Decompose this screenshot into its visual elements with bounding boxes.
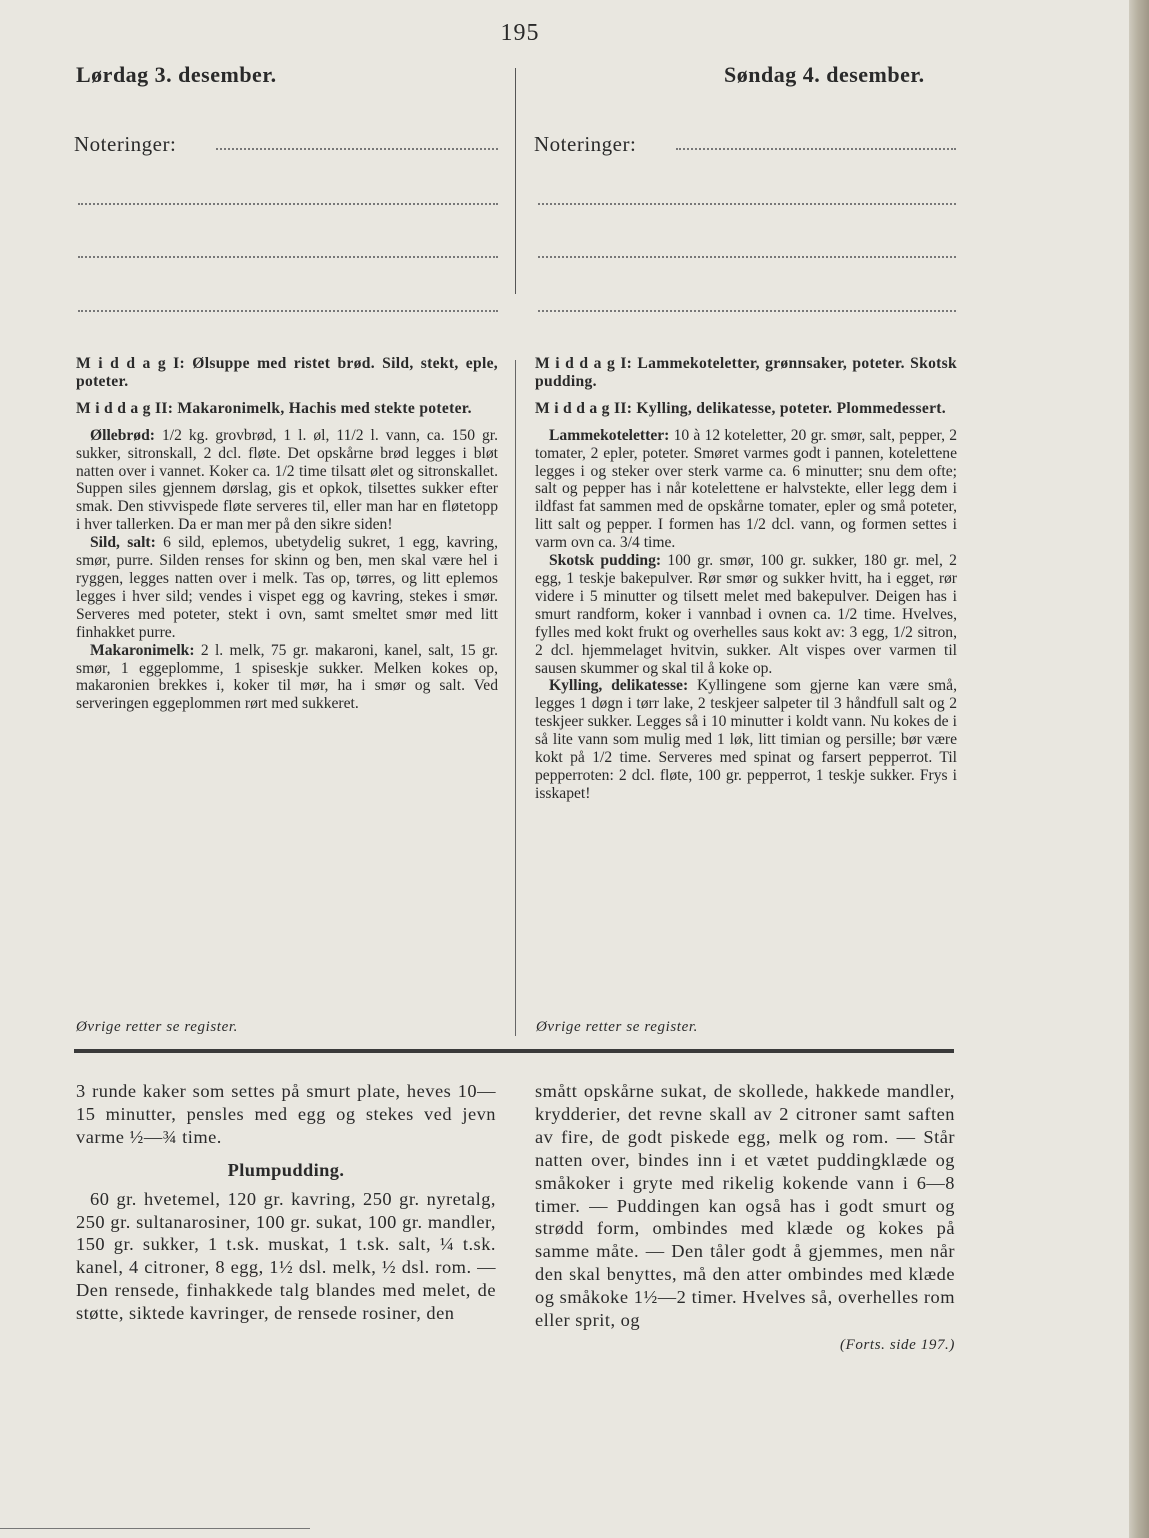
bottom-paragraph: 3 runde kaker som settes på smurt plate, heves 10—15 minutter, pensles med egg og stekes ved jevn varme ½—¾ time. — [76, 1081, 496, 1147]
left-recipe-column — [76, 355, 498, 713]
menu-dinner-2: M i d d a g II: Makaronimelk, Hachis med stekte poteter. — [76, 399, 472, 417]
recipe-name: Lammekoteletter: — [549, 426, 670, 444]
recipe-name: Øllebrød: — [90, 426, 155, 444]
menu-dinner-2: M i d d a g II: Kylling, delikatesse, poteter. Plommedessert. — [535, 399, 946, 417]
bottom-paragraph: 60 gr. hvetemel, 120 gr. kavring, 250 gr. nyretalg, 250 gr. sultanarosiner, 100 gr. sukat, 100 gr. mandler, 150 gr. sukker, 1 t.sk. muskat, 1 t.sk. salt, ¼ t.sk. kanel, 4 citroner, 8 egg, 1½ dsl. melk, ½ dsl. rom. — Den rensede, finhakkede talg blandes med melet, de støtte, siktede kavringer, de rensede rosiner, den — [76, 1188, 496, 1324]
notes-dotline-left — [78, 256, 498, 258]
ovrige-retter-right: Øvrige retter se register. — [536, 1019, 698, 1035]
recipe-ollebrod — [76, 427, 498, 534]
recipe-text: 100 gr. smør, 100 gr. sukker, 180 gr. mel, 2 egg, 1 teskje bakepulver. Rør smør og sukker hvitt, ha i egget, rør videre i 5 minutter og tilsett melet med bakepulver. Deigen has i smurt randform, koker i vannbad i ovnen ca. 1/2 time. Hvelves, fylles med kokt frukt og overhelles saus kokt av: 3 egg, 1/2 sitron, 2 dcl. hjemmelaget hvitvin, sukker. Alt vispes over varmen til sausen skummer og skal til å koke op. — [535, 552, 957, 677]
recipe-text: 6 sild, eplemos, ubetydelig sukret, 1 egg, kavring, smør, purre. Silden renses for skinn og ben, men skal være hel i ryggen, legges natten over i melk. Tas op, tørres, og litt eplemos legges i hver sild; vendes i vispet egg og kavring, stekes i smør. Serveres med poteter, stekt i ovn, samt smeltet smør med litt finhakket purre. — [76, 534, 498, 641]
notes-dotline-left — [78, 203, 498, 205]
column-divider-top — [515, 68, 516, 294]
notes-label-left: Noteringer: — [74, 132, 177, 156]
recipe-name: Kylling, delikatesse: — [549, 677, 689, 695]
bottom-paragraph: smått opskårne sukat, de skollede, hakkede mandler, krydderier, det revne skall av 2 citroner samt saften av fire, de godt piskede egg, melk og rom. — Står natten over, bindes inn i et vætet puddingklæde og småkoker i gryte med rikelig kokende vann i 6—8 timer. — Puddingen kan også has i godt smurt og strødd form, ombindes med klæde og kokes på samme måte. — Den tåler godt å gjemmes, men når den skal benyttes, må den atter ombindes med klæde og småkoke 1½—2 timer. Hvelves så, overhelles rom eller sprit, og — [535, 1081, 955, 1331]
notes-dotline-right — [676, 148, 956, 150]
recipe-kylling-delikatesse — [535, 677, 957, 802]
recipe-name: Makaronimelk: — [90, 641, 195, 659]
recipe-makaronimelk — [76, 642, 498, 714]
page-edge — [1129, 0, 1149, 1538]
bottom-left-column — [76, 1080, 496, 1325]
menu-dinner-1: M i d d a g I: Lammekoteletter, grønnsaker, poteter. Skotsk pudding. — [535, 355, 957, 390]
recipe-name: Sild, salt: — [90, 534, 156, 552]
notes-dotline-right — [538, 310, 956, 312]
plumpudding-heading: Plumpudding. — [227, 1159, 345, 1180]
column-divider-bottom — [515, 360, 516, 1036]
notes-dotline-left — [78, 310, 498, 312]
notes-dotline-left — [216, 148, 498, 150]
recipe-text: 1/2 kg. grovbrød, 1 l. øl, 11/2 l. vann, ca. 150 gr. sukker, sitronskall, 2 dcl. fløte. Det opskårne brød legges i bløt natten over i vannet. Koker ca. 1/2 time tilsatt ølet og sitronskallet. Suppen siles gjennem dørslag, gis et opkok, tilsettes sukker efter smak. Den stivvispede fløte serveres til, eller man har en fløtetopp i hver tallerken. Da er man mer på den sikre siden! — [76, 426, 498, 534]
day-title-sunday: Søndag 4. desember. — [724, 62, 925, 87]
notes-dotline-right — [538, 203, 956, 205]
recipe-name: Skotsk pudding: — [549, 552, 662, 570]
recipe-text: 10 à 12 koteletter, 20 gr. smør, salt, pepper, 2 tomater, 2 epler, poteter. Smøret varmes godt i pannen, kotelettene legges i og steker over sterk varme ca. 6 minutter; snu dem ofte; salt og pepper has i når kotelettene er halvstekte, eller legg dem i ildfast fat sammen med de opskårne tomater, epler og små poteter, litt salt og pepper. I formen has 1/2 dcl. vann, og formen settes i varm ovn ca. 3/4 time. — [535, 426, 957, 552]
page-number: 195 — [500, 20, 540, 46]
recipe-text: 2 l. melk, 75 gr. makaroni, kanel, salt, 15 gr. smør, 1 eggeplomme, 1 spiseskje sukker. Melken kokes op, makaronien brekkes i, koker til mør, ha i smør og salt. Ved serveringen eggeplommen rørt med sukkeret. — [76, 641, 498, 713]
ovrige-retter-left: Øvrige retter se register. — [76, 1019, 238, 1035]
menu-dinner-1: M i d d a g I: Ølsuppe med ristet brød. Sild, stekt, eple, poteter. — [76, 355, 498, 390]
horizontal-rule — [74, 1049, 954, 1053]
footer-rule — [0, 1528, 310, 1529]
continuation-note: (Forts. side 197.) — [840, 1336, 955, 1353]
recipe-skotsk-pudding — [535, 552, 957, 677]
day-title-saturday: Lørdag 3. desember. — [76, 62, 277, 87]
recipe-lammekoteletter — [535, 427, 957, 552]
recipe-sild-salt — [76, 534, 498, 641]
recipe-text: Kyllingene som gjerne kan være små, legges 1 døgn i tørr lake, 2 teskjeer salpeter til 3 håndfull salt og 2 teskjeer sukker. Legges så i 10 minutter i koldt vann. Nu kokes de i så lite vann som mulig med 1 løk, litt timian og persille; bør være kokt på 1/2 time. Serveres med spinat og farsert pepperrot. Til pepperroten: 2 dcl. fløte, 100 gr. pepperrot, 1 teskje sukker. Frys i isskapet! — [535, 677, 957, 802]
bottom-right-column — [535, 1080, 955, 1357]
right-recipe-column — [535, 355, 957, 803]
notes-dotline-right — [538, 256, 956, 258]
notes-label-right: Noteringer: — [534, 132, 637, 156]
